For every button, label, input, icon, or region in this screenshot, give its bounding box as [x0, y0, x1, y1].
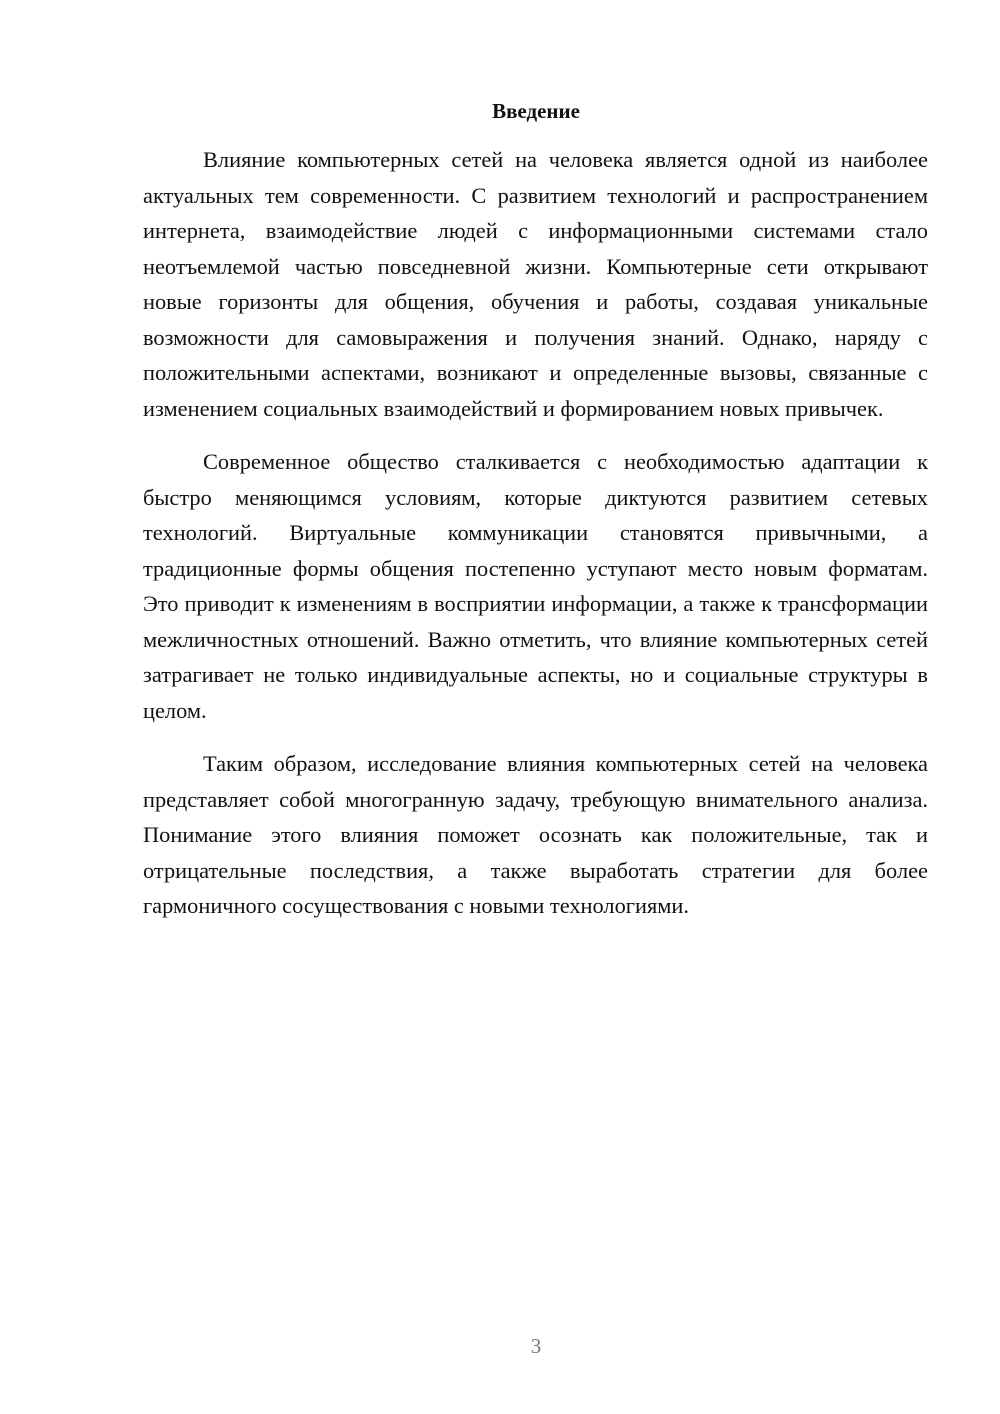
- section-heading: Введение: [492, 99, 580, 123]
- body-text: [143, 142, 928, 942]
- paragraph: Таким образом, исследование влияния компьютерных сетей на человека представляет собой многогранную задачу, требующую внимательного анализа. Понимание этого влияния поможет осознать как положительные, так и отрицательные последствия, а также выработать стратегии для более гармоничного сосуществования с новыми технологиями.: [143, 751, 928, 918]
- page-number: 3: [530, 1334, 542, 1358]
- paragraph: Современное общество сталкивается с необходимостью адаптации к быстро меняющимся условиям, которые диктуются развитием сетевых технологий. Виртуальные коммуникации становятся привычными, а традиционные формы общения постепенно уступают место новым форматам. Это приводит к изменениям в восприятии информации, а также к трансформации межличностных отношений. Важно отметить, что влияние компьютерных сетей затрагивает не только индивидуальные аспекты, но и социальные структуры в целом.: [143, 449, 928, 723]
- paragraph: Влияние компьютерных сетей на человека является одной из наиболее актуальных тем современности. С развитием технологий и распространением интернета, взаимодействие людей с информационными системами стало неотъемлемой частью повседневной жизни. Компьютерные сети открывают новые горизонты для общения, обучения и работы, создавая уникальные возможности для самовыражения и получения знаний. Однако, наряду с положительными аспектами, возникают и определенные вызовы, связанные с изменением социальных взаимодействий и формированием новых привычек.: [143, 147, 928, 421]
